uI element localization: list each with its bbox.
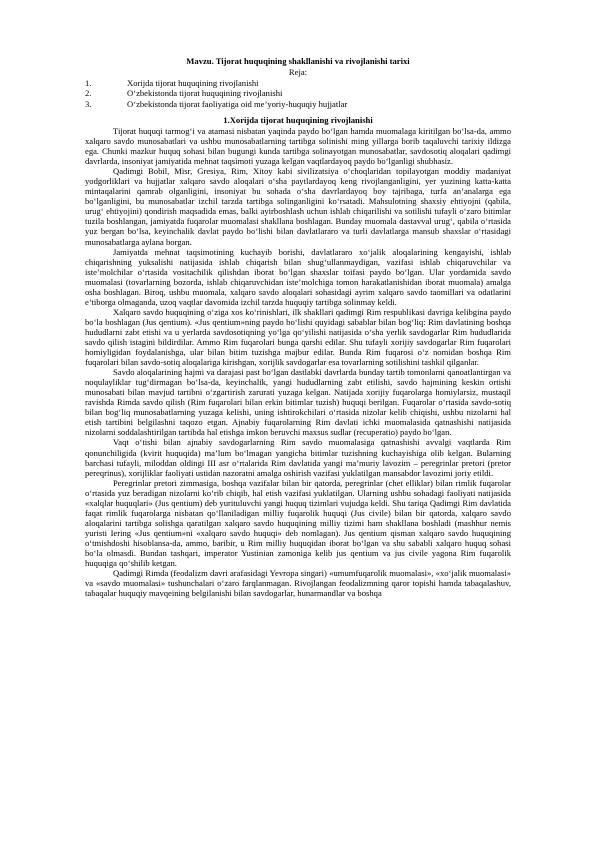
plan-item [85, 88, 511, 99]
plan-item-number: 2. [85, 88, 92, 98]
body-paragraph: Tijorat huquqi tarmog‘i va atamasi nisbatan yaqinda paydo bo‘lgan hamda muomalaga kiritilgan bo‘lsa-da, ammo xalqaro savdo munosabatlari va ushbu munosabatlarning tartibga solinishi ming yillarga borib taqaluvchi tarixiy ildizga ega. Chunki mazkur huquq sohasi bilan bugungi kunda tartibga solinayotgan munosabatlar, savdosotiq aloqalari qadimgi davrlarda, insoniyat jamiyatida mehnat taqsimoti yuzaga kelgan vaqtlardayoq paydo bo‘lganligi shubhasiz. [85, 126, 511, 167]
body-paragraph: Jamiyatda mehnat taqsimotining kuchayib borishi, davlatlararo xo‘jalik aloqalarining kengayishi, ishlab chiqarishning yuksalishi natijasida ishlab chiqarish bilan shug‘ullanmaydigan, vazifasi ishlab chiqaruvchilar va iste’molchilar o‘rtasida vositachilik qilishdan iborat bo‘lgan shaxslar toifasi paydo bo‘lgan. Ular yordamida savdo muomalasi (tovarlarning bozorda, ishlab chiqaruvchidan iste’molchiga tomon harakatlanishidan iborat muomala) amalga osha boshlagan. Biroq, ushbu muomala, xalqaro savdo aloqalari sohasidagi ayrim xalqaro savdo taomillari va odatlarini e’tiborga olmaganda, uzoq vaqtlar davomida izchil tarzda huquqiy tartibga solinmay keldi. [85, 246, 511, 307]
plan-item-text: O‘zbekistonda tijorat huquqining rivojlanishi [127, 88, 283, 98]
document-title: Mavzu. Tijorat huquqining shakllanishi va rivojlanishi tarixi [186, 56, 410, 66]
plan-list [85, 78, 511, 110]
plan-item-text: O‘zbekistonda tijorat faoliyatiga oid me’yoriy-huquqiy hujjatlar [127, 98, 348, 109]
plan-item [85, 78, 511, 89]
body-paragraph: Xalqaro savdo huquqining o‘ziga xos ko‘rinishlari, ilk shakllari qadimgi Rim respublikasi davriga kelibgina paydo bo‘la boshlagan (Jus qentium). «Jus qentium»ning paydo bo‘lishi quyidagi sabablar bilan bog‘liq: Rim davlatining boshqa hududlarni zabt etishi va u yerlarda savdosotiqning yo‘lga qo‘yilishi natijasida o‘sha yerlik savdogarlar Rim hududlarida savdo qilish istagini bildirdilar. Ammo Rim fuqarolari bunga qarshi edilar. Shu tufayli xorijiy savdogarlar Rim fuqarolari homiyligidan foydalanishga, ular bilan bitim tuzishga majbur edilar. Bunda Rim fuqarosi o‘z nomidan boshqa Rim fuqarolari bilan savdo-sotiq aloqalariga kirishgan, xorijlik savdogarlar esa tovarlarning sotilishini tashkil qilganlar. [85, 306, 511, 368]
section-heading: 1.Xorijda tijorat huquqining rivojlanishi [223, 115, 373, 125]
plan-item-number: 1. [85, 77, 92, 88]
body-paragraph: Peregrinlar pretori zimmasiga, boshqa vazifalar bilan bir qatorda, peregrinlar (chet elliklar) bilan rimlik fuqarolar o‘rtasida yuz beradigan nizolarni ko‘rib chiqib, hal etish vazifasi yuklatilgan. Ularning ushbu sohadagi faoliyati natijasida «xalqlar huquqlari» (Jus qentium) deb yurituluvchi yangi huquq tizimlari vujudga keldi. Shu tariqa Qadimgi Rim davlatida faqat rimlik fuqarolarga nisbatan qo‘llaniladigan milliy fuqarolik huquqi (Jus civile) bilan bir qatorda, xalqaro savdo aloqalarini tartibga solishga qaratilgan xalqaro savdo huquqining milliy tizimi ham shakllana boshladi (mashhur nemis yuristi Iering «Jus qentium»ni «xalqaro savdo huquqi» deb nomlagan). Jus qentium qisman xalqaro savdo huquqining o‘tmishdoshi hisoblansa-da, ammo, baribir, u Rim milliy huquqidan iborat bo‘lgan va shu sababli xalqaro huquq sohasi bo‘la olmasdi. Bundan tashqari, imperator Yustinian zamoniga kelib jus qentium va jus civile yagona Rim fuqarolik huquqiga qo‘shilib ketgan. [85, 477, 511, 569]
plan-item [85, 99, 511, 110]
body-paragraph: Qadimgi Bobil, Misr, Gresiya, Rim, Xitoy kabi sivilizatsiya o‘choqlaridan topilayotgan moddiy madaniyat yodgorliklari va hujjatlar xalqaro savdo aloqalari o‘sha paytlardayoq keng rivojlanganligini, yer yuzining katta-katta mintaqalarini qamrab olganligini, insoniyat bu sohada o‘sha davrlardayoq boy tajribaga, turfa an’analarga ega bo‘lganligini, bu munosabatlar izchil tarzda tartibga solinganligini ko‘rsatadi. Mahsulotning shaxsiy ehtiyojni (qabila, urug‘ ehtiyojini) qondirish maqsadida emas, balki ayirboshlash uchun ishlab chiqarilishi va sotilishi tufayli o‘zaro bitimlar tuzila boshlangan, jamiyatda fuqarolar muomalasi shakllana boshlagan. Bunday muomala dastavval urug‘, qabila o‘rtasida yuz bergan bo‘lsa, keyinchalik davlat paydo bo‘lishi bilan davlatlararo va turli davlatlarga mansub shaxslar o‘rtasidagi munosabatlarga aylana borgan. [85, 166, 511, 247]
body-paragraph: Qadimgi Rimda (feodalizm davri arafasidagi Yevropa singari) «umumfuqarolik muomalasi», «xo‘jalik muomalasi» va «savdo muomalasi» tushunchalari o‘zaro farqlanmagan. Rivojlangan feodalizmning qaror topishi hamda tabaqalashuv, tabaqalar huquqiy mavqeining belgilanishi bilan savdogarlar, hunarmandlar va boshqa [85, 568, 511, 599]
body-paragraph: Savdo aloqalarining hajmi va darajasi past bo‘lgan dastlabki davrlarda bunday tartib tomonlarni qanoatlantirgan va noqulayliklar tug‘dirmagan bo‘lsa-da, keyinchalik, yangi hududlarning zabt etilishi, savdo hajmining keskin ortishi munosabati bilan mavjud tartibni o‘zgartirish zarurati yuzaga kelgan. Natijada xorijiy fuqarolarga homiylarsiz, mustaqil ravishda Rimda savdo qilish (Rim fuqarolari bilan erkin bitimlar tuzish) huquqi berilgan. Fuqarolar o‘rtasida savdo-sotiq bilan bog‘liq munosabatlarning yuzaga kelishi, uning ishtirokchilari o‘rtasida nizolar kelib chiqishi, ushbu nizolarni hal etish tartibini belgilashni taqozo etgan. Ajnabiy fuqarolarning Rim davlati ichki muomalasida qatnashishi natijasida nizolarni soddalashtirilgan tartibda hal etishga imkon beruvchi maxsus sudlar (recuperatio) paydo bo‘lgan. [85, 367, 511, 438]
plan-item-text: Xorijda tijorat huquqining rivojlanishi [127, 77, 259, 88]
body-paragraph: Vaqt o‘tishi bilan ajnabiy savdogarlarning Rim savdo muomalasiga qatnashishi avvalgi vaqtlarda Rim qonunchiligida (kvirit huquqida) ma’lum bo‘lmagan yangicha bitimlar tuzishning kuchayishiga olib kelgan. Bularning barchasi tufayli, miloddan oldingi III asr o‘rtalarida Rim davlatida yangi ma’muriy lavozim – peregrinlar pretori (pretor pereqrinus), xorijliklar faoliyati ustidan nazoratni amalga oshirish vazifasi yuklatilgan mansabdor lavozimi joriy etildi. [85, 437, 511, 478]
plan-label: Reja: [288, 67, 308, 77]
plan-item-number: 3. [85, 98, 92, 109]
